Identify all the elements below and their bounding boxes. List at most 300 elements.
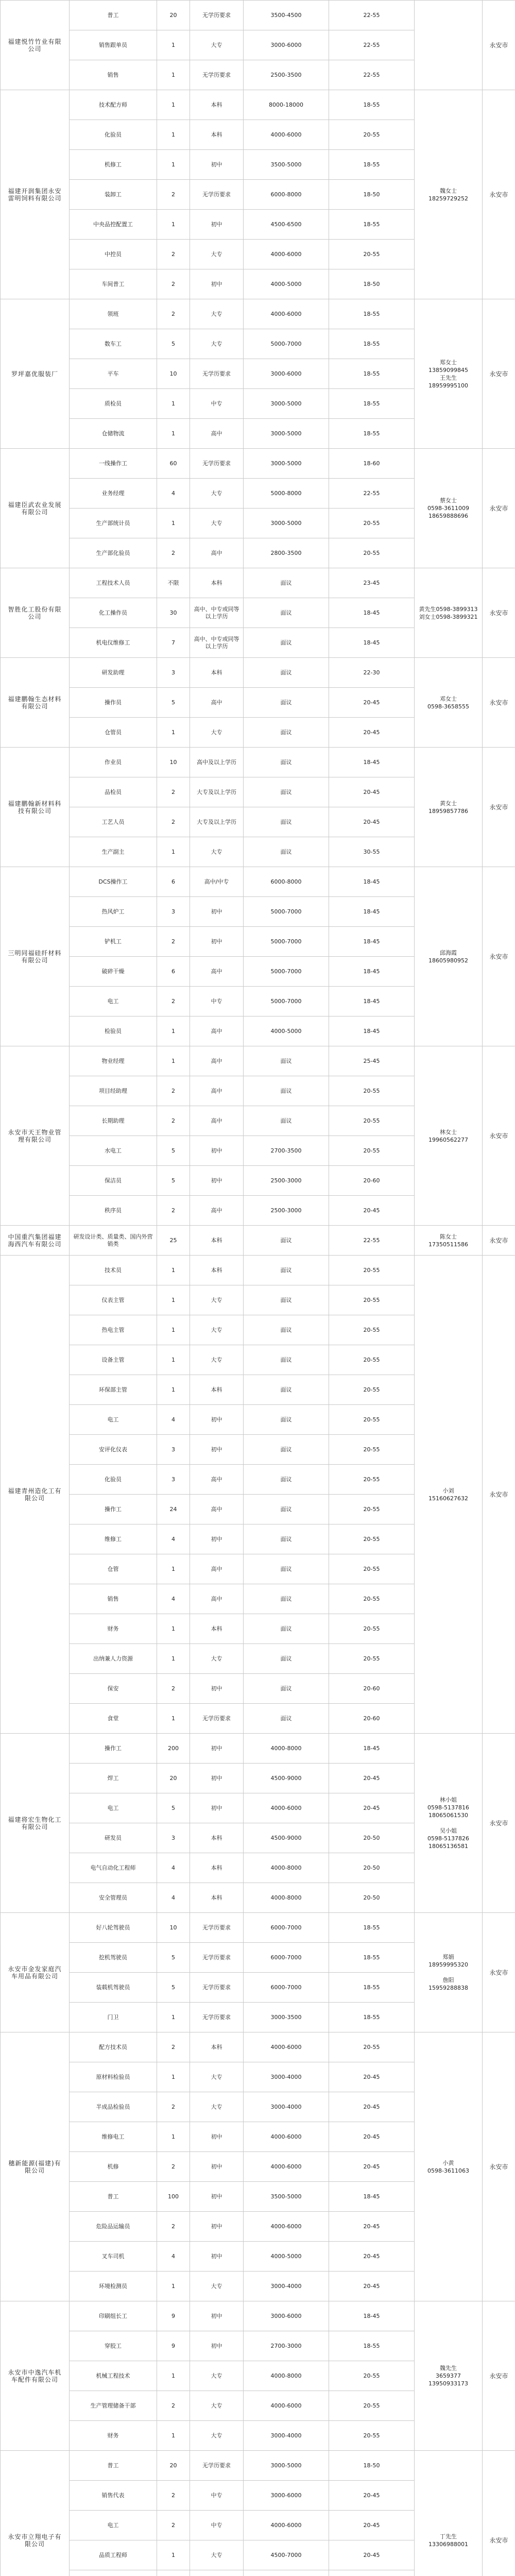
- education-requirement: 大专: [190, 1345, 244, 1375]
- salary-range: 4500-7000: [244, 2540, 329, 2570]
- table-row: [1, 2032, 515, 2062]
- education-requirement: 高中: [190, 1046, 244, 1076]
- headcount: 2: [157, 269, 190, 299]
- education-requirement: 高中: [190, 1016, 244, 1046]
- contact-info: 小刘 15160627632: [415, 1256, 483, 1734]
- headcount: 1: [157, 2272, 190, 2301]
- age-range: 30-55: [329, 837, 415, 867]
- job-table-body: [1, 1, 515, 2576]
- education-requirement: 大专: [190, 2391, 244, 2421]
- salary-range: 2700-3000: [244, 2331, 329, 2361]
- age-range: 18-45: [329, 1734, 415, 1764]
- salary-range: 面议: [244, 1076, 329, 1106]
- job-title: 安全管理员: [70, 1883, 157, 1913]
- salary-range: 4500-9000: [244, 1764, 329, 1793]
- headcount: 10: [157, 748, 190, 777]
- salary-range: 4000-6000: [244, 2212, 329, 2242]
- headcount: 1: [157, 1016, 190, 1046]
- age-range: 20-50: [329, 1883, 415, 1913]
- salary-range: 3500-5000: [244, 2182, 329, 2212]
- company-name: 福建鹏翰生态材料有限公司: [1, 658, 70, 748]
- contact-info: 邱海霞 18605980952: [415, 867, 483, 1046]
- headcount: 2: [157, 1674, 190, 1704]
- job-title: 仪表主管: [70, 1285, 157, 1315]
- salary-range: 3000-5000: [244, 509, 329, 538]
- headcount: 100: [157, 2182, 190, 2212]
- headcount: 1: [157, 60, 190, 90]
- contact-info: 陈女士 17350511586: [415, 1226, 483, 1256]
- education-requirement: 高中: [190, 1554, 244, 1584]
- education-requirement: 大专: [190, 2421, 244, 2451]
- age-range: 22-30: [329, 658, 415, 688]
- headcount: 4: [157, 1524, 190, 1554]
- work-location: 永安市: [483, 449, 515, 568]
- job-title: 销售代表: [70, 2481, 157, 2511]
- headcount: 20: [157, 1764, 190, 1793]
- salary-range: 4000-6000: [244, 2122, 329, 2152]
- job-title: 平车: [70, 359, 157, 389]
- salary-range: 面议: [244, 718, 329, 748]
- headcount: 2: [157, 807, 190, 837]
- salary-range: 5000-8000: [244, 479, 329, 509]
- headcount: 2: [157, 538, 190, 568]
- education-requirement: 高中: [190, 1465, 244, 1495]
- job-title: 设备主管: [70, 1345, 157, 1375]
- education-requirement: 大专及以上学历: [190, 777, 244, 807]
- headcount: 1: [157, 2421, 190, 2451]
- age-range: 18-45: [329, 897, 415, 927]
- job-title: 销售跟单员: [70, 30, 157, 60]
- headcount: 1: [157, 1345, 190, 1375]
- job-title: 机修: [70, 2152, 157, 2182]
- education-requirement: 无学历要求: [190, 60, 244, 90]
- education-requirement: 初中: [190, 1734, 244, 1764]
- education-requirement: 中专: [190, 2511, 244, 2540]
- salary-range: 8000-18000: [244, 90, 329, 120]
- headcount: 1: [157, 1554, 190, 1584]
- headcount: 2: [157, 2032, 190, 2062]
- age-range: 20-45: [329, 2092, 415, 2122]
- salary-range: 5000-7000: [244, 957, 329, 987]
- headcount: 1: [157, 1046, 190, 1076]
- age-range: 20-55: [329, 2421, 415, 2451]
- job-title: 配方技术员: [70, 2032, 157, 2062]
- salary-range: 4000-6000: [244, 2511, 329, 2540]
- education-requirement: 高中、中专或同等以上学历: [190, 628, 244, 658]
- salary-range: [244, 2570, 329, 2576]
- headcount: 7: [157, 628, 190, 658]
- job-title: 业务经理: [70, 479, 157, 509]
- salary-range: 2800-3500: [244, 538, 329, 568]
- education-requirement: 初中: [190, 1764, 244, 1793]
- age-range: [329, 2570, 415, 2576]
- job-title: 穿胶工: [70, 2331, 157, 2361]
- education-requirement: 初中: [190, 1435, 244, 1465]
- headcount: 2: [157, 2152, 190, 2182]
- salary-range: 2700-3500: [244, 1136, 329, 1166]
- education-requirement: 大专: [190, 240, 244, 269]
- headcount: 2: [157, 2212, 190, 2242]
- headcount: 1: [157, 718, 190, 748]
- salary-range: 4000-8000: [244, 1883, 329, 1913]
- age-range: 22-55: [329, 60, 415, 90]
- salary-range: 4000-5000: [244, 1016, 329, 1046]
- salary-range: 3000-6000: [244, 2481, 329, 2511]
- headcount: 1: [157, 1256, 190, 1285]
- education-requirement: 高中: [190, 1196, 244, 1226]
- work-location: 永安市: [483, 299, 515, 449]
- contact-info: 林女士 19960562277: [415, 1046, 483, 1226]
- job-title: 研发员: [70, 1823, 157, 1853]
- headcount: 10: [157, 359, 190, 389]
- company-name: 永安市立翔电子有限公司: [1, 2451, 70, 2576]
- education-requirement: 大专: [190, 1285, 244, 1315]
- job-title: 车间普工: [70, 269, 157, 299]
- salary-range: 3000-5000: [244, 389, 329, 419]
- job-title: DCS操作工: [70, 867, 157, 897]
- age-range: 20-45: [329, 688, 415, 718]
- age-range: 25-45: [329, 1046, 415, 1076]
- age-range: 18-45: [329, 957, 415, 987]
- job-title: 财务: [70, 1614, 157, 1644]
- headcount: 不限: [157, 568, 190, 598]
- job-title: 品质工程师: [70, 2540, 157, 2570]
- job-title: 数车工: [70, 329, 157, 359]
- headcount: 4: [157, 1584, 190, 1614]
- job-title: 维修工: [70, 1524, 157, 1554]
- salary-range: 3000-6000: [244, 30, 329, 60]
- education-requirement: 本科: [190, 1226, 244, 1256]
- salary-range: 3000-5000: [244, 419, 329, 449]
- education-requirement: 大专: [190, 2361, 244, 2391]
- salary-range: 2500-3000: [244, 1166, 329, 1196]
- work-location: 永安市: [483, 1256, 515, 1734]
- age-range: 20-45: [329, 2212, 415, 2242]
- job-title: 工程技术人员: [70, 568, 157, 598]
- job-title: 食堂: [70, 1704, 157, 1734]
- age-range: 20-55: [329, 1644, 415, 1674]
- age-range: 18-45: [329, 1016, 415, 1046]
- age-range: 20-55: [329, 1614, 415, 1644]
- education-requirement: 本科: [190, 1883, 244, 1913]
- education-requirement: 大专: [190, 329, 244, 359]
- salary-range: 4000-8000: [244, 2361, 329, 2391]
- headcount: 1: [157, 1285, 190, 1315]
- education-requirement: 初中: [190, 2152, 244, 2182]
- job-title: 化验员: [70, 1465, 157, 1495]
- job-title: 门卫: [70, 2003, 157, 2032]
- salary-range: 2500-3000: [244, 1196, 329, 1226]
- education-requirement: 无学历要求: [190, 2003, 244, 2032]
- table-row: [1, 748, 515, 777]
- salary-range: 面议: [244, 1046, 329, 1076]
- headcount: 1: [157, 1704, 190, 1734]
- job-title: 水电工: [70, 1136, 157, 1166]
- education-requirement: 初中: [190, 2122, 244, 2152]
- education-requirement: 本科: [190, 90, 244, 120]
- job-title: 生产部统计员: [70, 509, 157, 538]
- headcount: 1: [157, 2003, 190, 2032]
- table-row: [1, 568, 515, 598]
- age-range: 20-55: [329, 1285, 415, 1315]
- job-title: 叉车司机: [70, 2242, 157, 2272]
- salary-range: 面议: [244, 1614, 329, 1644]
- salary-range: 3000-4000: [244, 2421, 329, 2451]
- job-title: 领班: [70, 299, 157, 329]
- education-requirement: 无学历要求: [190, 449, 244, 479]
- contact-info: 黄先生0598-3899313 刘女士0598-3899321: [415, 568, 483, 658]
- headcount: 2: [157, 777, 190, 807]
- work-location: 永安市: [483, 1734, 515, 1913]
- headcount: 1: [157, 389, 190, 419]
- salary-range: 6000-8000: [244, 867, 329, 897]
- job-title: 技术配方师: [70, 90, 157, 120]
- table-row: [1, 2301, 515, 2331]
- contact-info: 魏女士 18259729252: [415, 90, 483, 299]
- contact-info: 邓女士 0598-3658555: [415, 658, 483, 748]
- education-requirement: 本科: [190, 658, 244, 688]
- salary-range: 面议: [244, 1524, 329, 1554]
- salary-range: 3000-3500: [244, 2003, 329, 2032]
- age-range: 20-55: [329, 1106, 415, 1136]
- salary-range: 5000-7000: [244, 329, 329, 359]
- headcount: 9: [157, 2301, 190, 2331]
- salary-range: 面议: [244, 1465, 329, 1495]
- salary-range: 面议: [244, 1405, 329, 1435]
- job-title: 销售: [70, 1584, 157, 1614]
- job-title: 热风炉工: [70, 897, 157, 927]
- headcount: 6: [157, 957, 190, 987]
- salary-range: 面议: [244, 1315, 329, 1345]
- contact-info: 蔡女士 0598-3611009 18659888696: [415, 449, 483, 568]
- headcount: 2: [157, 987, 190, 1016]
- age-range: 20-60: [329, 1166, 415, 1196]
- headcount: 1: [157, 210, 190, 240]
- table-row: [1, 1046, 515, 1076]
- headcount: 1: [157, 30, 190, 60]
- education-requirement: 高中及以上学历: [190, 748, 244, 777]
- salary-range: 3500-5000: [244, 150, 329, 180]
- age-range: 18-45: [329, 748, 415, 777]
- age-range: 20-55: [329, 2361, 415, 2391]
- work-location: 永安市: [483, 658, 515, 748]
- age-range: 20-45: [329, 777, 415, 807]
- education-requirement: 大专: [190, 299, 244, 329]
- age-range: 20-45: [329, 2242, 415, 2272]
- education-requirement: 高中、中专或同等以上学历: [190, 598, 244, 628]
- salary-range: 5000-7000: [244, 927, 329, 957]
- job-title: 电工: [70, 2511, 157, 2540]
- job-title: 焊工: [70, 1764, 157, 1793]
- headcount: 4: [157, 1853, 190, 1883]
- salary-range: 面议: [244, 807, 329, 837]
- company-name: 永安市金发家庭汽车用品有限公司: [1, 1913, 70, 2032]
- work-location: 永安市: [483, 1, 515, 90]
- education-requirement: 大专: [190, 509, 244, 538]
- headcount: 3: [157, 1465, 190, 1495]
- job-title: 操作工: [70, 1495, 157, 1524]
- education-requirement: 本科: [190, 1614, 244, 1644]
- headcount: 20: [157, 1, 190, 30]
- age-range: 18-45: [329, 927, 415, 957]
- age-range: 18-55: [329, 389, 415, 419]
- table-row: [1, 1913, 515, 1943]
- education-requirement: 高中/中专: [190, 867, 244, 897]
- age-range: 20-55: [329, 1375, 415, 1405]
- salary-range: 3000-5000: [244, 449, 329, 479]
- education-requirement: 初中: [190, 2212, 244, 2242]
- age-range: 18-45: [329, 598, 415, 628]
- job-title: 操作员: [70, 688, 157, 718]
- job-title: 研发助理: [70, 658, 157, 688]
- salary-range: 3000-6000: [244, 2301, 329, 2331]
- salary-range: 3500-4500: [244, 1, 329, 30]
- salary-range: 3000-4000: [244, 2092, 329, 2122]
- salary-range: 5000-7000: [244, 987, 329, 1016]
- job-title: 研发设计类、质量类、国内外营销类: [70, 1226, 157, 1256]
- salary-range: 面议: [244, 658, 329, 688]
- education-requirement: 无学历要求: [190, 1973, 244, 2003]
- age-range: 20-55: [329, 1465, 415, 1495]
- job-title: 电工: [70, 1793, 157, 1823]
- company-name: 罗坪嘉优服装厂: [1, 299, 70, 449]
- education-requirement: 初中: [190, 2182, 244, 2212]
- headcount: 2: [157, 2092, 190, 2122]
- education-requirement: 本科: [190, 1853, 244, 1883]
- job-title: 物业经理: [70, 1046, 157, 1076]
- salary-range: 3000-4000: [244, 2272, 329, 2301]
- job-title: 长期助理: [70, 1106, 157, 1136]
- age-range: 20-45: [329, 718, 415, 748]
- age-range: 20-55: [329, 120, 415, 150]
- job-title: 安评化仪表: [70, 1435, 157, 1465]
- education-requirement: 初中: [190, 1793, 244, 1823]
- salary-range: 4000-6000: [244, 240, 329, 269]
- age-range: 22-55: [329, 479, 415, 509]
- headcount: 9: [157, 2331, 190, 2361]
- salary-range: 6000-8000: [244, 180, 329, 210]
- education-requirement: 高中: [190, 1495, 244, 1524]
- job-title: 一线操作工: [70, 449, 157, 479]
- headcount: 2: [157, 240, 190, 269]
- headcount: 1: [157, 90, 190, 120]
- table-row: [1, 299, 515, 329]
- education-requirement: 大专: [190, 479, 244, 509]
- salary-range: 面议: [244, 1256, 329, 1285]
- company-name: 智胜化工股份有限公司: [1, 568, 70, 658]
- age-range: 22-55: [329, 1226, 415, 1256]
- company-name: 三明同福硅纤材料有限公司: [1, 867, 70, 1046]
- work-location: 永安市: [483, 1046, 515, 1226]
- salary-range: 面议: [244, 748, 329, 777]
- education-requirement: 初中: [190, 269, 244, 299]
- contact-info: 丁先生 13306988001: [415, 2451, 483, 2576]
- salary-range: 4000-6000: [244, 1793, 329, 1823]
- job-title: 维修电工: [70, 2122, 157, 2152]
- job-title: 生产副主: [70, 837, 157, 867]
- headcount: 1: [157, 150, 190, 180]
- salary-range: 4000-6000: [244, 2391, 329, 2421]
- salary-range: 4500-9000: [244, 1823, 329, 1853]
- headcount: 4: [157, 2242, 190, 2272]
- headcount: 30: [157, 598, 190, 628]
- headcount: 5: [157, 329, 190, 359]
- work-location: 永安市: [483, 2451, 515, 2576]
- contact-info: [415, 1, 483, 90]
- work-location: 永安市: [483, 748, 515, 867]
- age-range: 20-55: [329, 2391, 415, 2421]
- age-range: 18-55: [329, 150, 415, 180]
- job-title: 普工: [70, 2182, 157, 2212]
- table-row: [1, 1226, 515, 1256]
- job-title: 项目经助理: [70, 1076, 157, 1106]
- job-title: 好八轮驾驶员: [70, 1913, 157, 1943]
- job-title: 环保部主管: [70, 1375, 157, 1405]
- age-range: 18-55: [329, 419, 415, 449]
- age-range: 22-55: [329, 30, 415, 60]
- education-requirement: 本科: [190, 568, 244, 598]
- age-range: 20-55: [329, 1136, 415, 1166]
- headcount: 24: [157, 1495, 190, 1524]
- education-requirement: 大专: [190, 1315, 244, 1345]
- table-row: [1, 867, 515, 897]
- headcount: [157, 2570, 190, 2576]
- job-title: 电工: [70, 1405, 157, 1435]
- education-requirement: 初中: [190, 1166, 244, 1196]
- job-title: 破碎干燥: [70, 957, 157, 987]
- job-title: 技术员: [70, 1256, 157, 1285]
- education-requirement: 初中: [190, 1524, 244, 1554]
- salary-range: 面议: [244, 688, 329, 718]
- headcount: 1: [157, 2122, 190, 2152]
- education-requirement: 无学历要求: [190, 1, 244, 30]
- age-range: 18-60: [329, 449, 415, 479]
- education-requirement: 无学历要求: [190, 180, 244, 210]
- salary-range: 面议: [244, 1495, 329, 1524]
- headcount: 1: [157, 837, 190, 867]
- headcount: 2: [157, 1196, 190, 1226]
- job-title: 挖机驾驶员: [70, 1943, 157, 1973]
- salary-range: 4000-8000: [244, 1853, 329, 1883]
- salary-range: 面议: [244, 568, 329, 598]
- job-title: 出纳兼人力资源: [70, 1644, 157, 1674]
- headcount: 4: [157, 1883, 190, 1913]
- age-range: 23-45: [329, 568, 415, 598]
- salary-range: 面议: [244, 1345, 329, 1375]
- education-requirement: 高中: [190, 538, 244, 568]
- headcount: 2: [157, 299, 190, 329]
- table-row: [1, 1, 515, 30]
- headcount: 1: [157, 419, 190, 449]
- age-range: 18-50: [329, 269, 415, 299]
- table-row: [1, 1734, 515, 1764]
- job-title: 仓管员: [70, 718, 157, 748]
- headcount: 1: [157, 2062, 190, 2092]
- age-range: 20-55: [329, 240, 415, 269]
- salary-range: 面议: [244, 1644, 329, 1674]
- job-title: 普工: [70, 1, 157, 30]
- education-requirement: 本科: [190, 1256, 244, 1285]
- education-requirement: 大专: [190, 718, 244, 748]
- education-requirement: 无学历要求: [190, 1943, 244, 1973]
- salary-range: 面议: [244, 1106, 329, 1136]
- education-requirement: 大专: [190, 2062, 244, 2092]
- headcount: 4: [157, 479, 190, 509]
- salary-range: 面议: [244, 777, 329, 807]
- education-requirement: 高中: [190, 688, 244, 718]
- table-row: [1, 1256, 515, 1285]
- education-requirement: 高中: [190, 1106, 244, 1136]
